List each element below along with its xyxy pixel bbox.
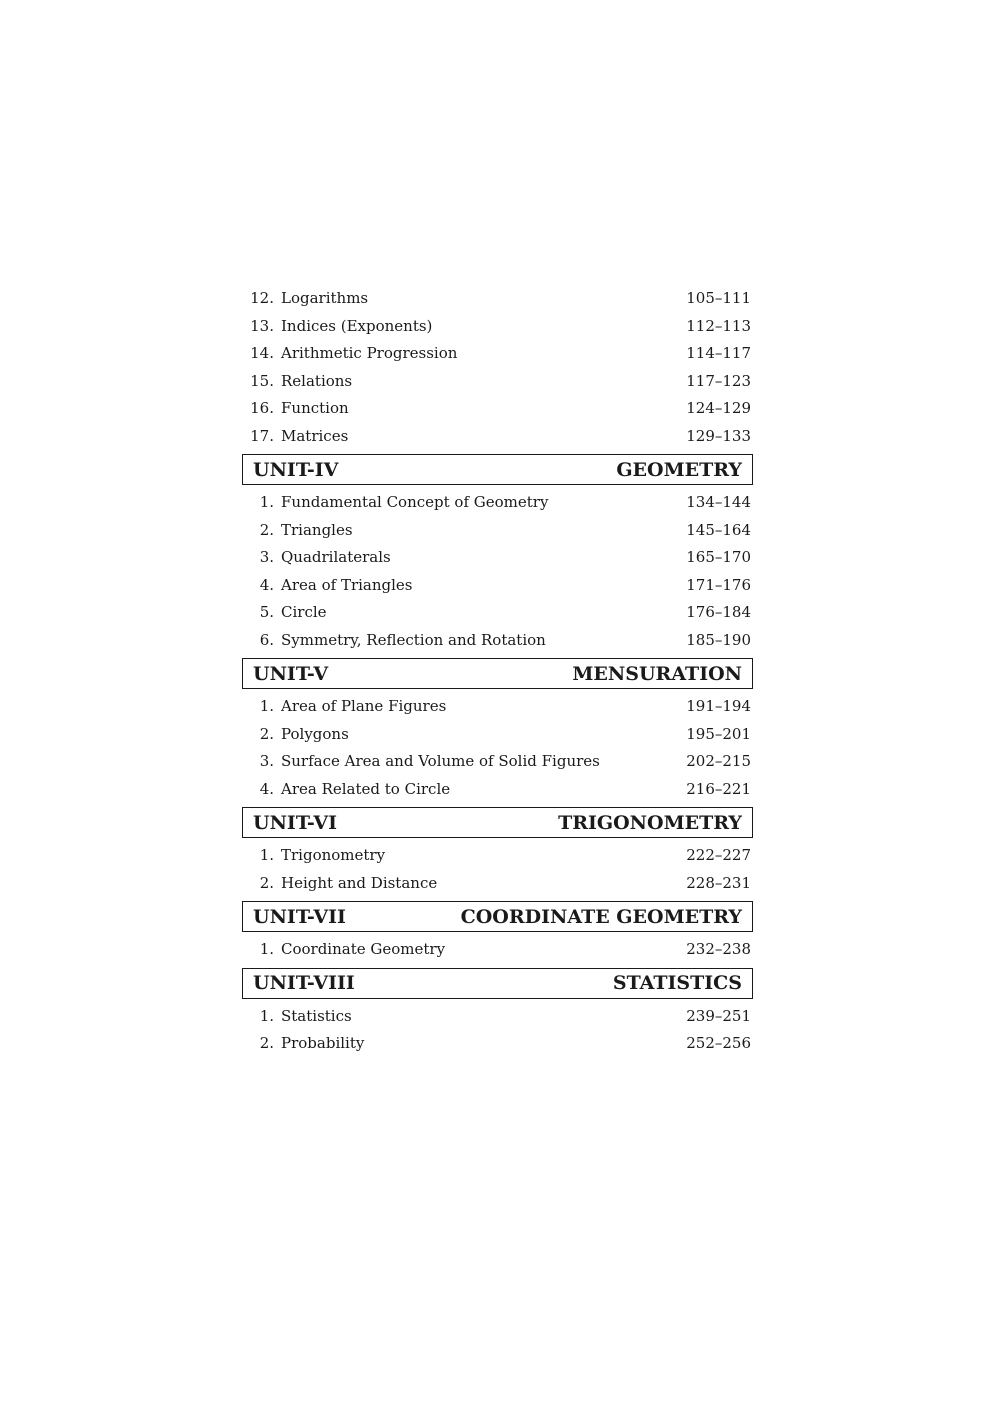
- unit-vii-section: [242, 936, 752, 964]
- unit-iv-section: [242, 489, 752, 654]
- entry-title: Probability: [281, 1034, 365, 1052]
- entry-title: Arithmetic Progression: [281, 344, 458, 362]
- entry-title: Triangles: [281, 520, 353, 539]
- toc-entry-function[interactable]: [242, 395, 752, 423]
- entry-title: Function: [281, 399, 349, 417]
- unit-header-viii[interactable]: [242, 968, 753, 999]
- entry-pages: 202–215: [686, 752, 751, 770]
- entry-title: Polygons: [281, 724, 349, 743]
- entry-pages: 114–117: [686, 344, 751, 362]
- unit-viii-section: [242, 1003, 752, 1058]
- toc-entry[interactable]: [242, 1003, 752, 1031]
- entry-number: 2.: [259, 1034, 274, 1052]
- unit-title: MENSURATION: [572, 662, 742, 685]
- toc-entry-arithmetic-progression[interactable]: [242, 340, 752, 368]
- unit-header-v[interactable]: [242, 658, 753, 689]
- unit-header-iv[interactable]: [242, 454, 753, 485]
- toc-entry[interactable]: [242, 693, 752, 721]
- entry-pages: 124–129: [686, 399, 751, 417]
- entry-number: 1.: [259, 493, 274, 511]
- entry-pages: 239–251: [686, 1006, 751, 1025]
- entry-number: 12.: [250, 289, 274, 307]
- entry-number: 14.: [250, 344, 274, 362]
- toc-entry[interactable]: [242, 721, 752, 749]
- entry-number: 15.: [250, 371, 274, 390]
- toc-entry[interactable]: [242, 517, 752, 545]
- unit-number: UNIT-VII: [253, 905, 346, 928]
- unit-title: COORDINATE GEOMETRY: [460, 905, 742, 928]
- toc-entry[interactable]: [242, 748, 752, 776]
- entry-pages: 171–176: [686, 575, 751, 594]
- entry-title: Statistics: [281, 1006, 352, 1025]
- entry-pages: 176–184: [686, 603, 751, 621]
- unit-vi-section: [242, 842, 752, 897]
- entry-title: Area of Triangles: [281, 575, 413, 594]
- toc-entry[interactable]: [242, 776, 752, 804]
- toc-entry[interactable]: [242, 544, 752, 572]
- unit-title: TRIGONOMETRY: [558, 811, 742, 834]
- toc-entry[interactable]: [242, 599, 752, 627]
- entry-title: Relations: [281, 371, 353, 390]
- toc-entry[interactable]: [242, 870, 752, 898]
- toc-entry[interactable]: [242, 936, 752, 964]
- entry-pages: 145–164: [686, 520, 751, 539]
- entry-title: Fundamental Concept of Geometry: [281, 493, 549, 511]
- entry-number: 17.: [250, 426, 274, 445]
- entry-number: 3.: [259, 548, 274, 566]
- entry-number: 16.: [250, 399, 274, 417]
- entry-title: Area of Plane Figures: [281, 697, 447, 715]
- entry-title: Height and Distance: [281, 873, 438, 892]
- entry-title: Trigonometry: [281, 846, 386, 864]
- table-of-contents: [242, 285, 752, 1058]
- entry-title: Area Related to Circle: [281, 779, 451, 798]
- entry-pages: 195–201: [686, 724, 751, 743]
- entry-pages: 228–231: [686, 873, 751, 892]
- toc-entry-logarithms[interactable]: [242, 285, 752, 313]
- entry-pages: 105–111: [686, 289, 751, 307]
- unit-header-vii[interactable]: [242, 901, 753, 932]
- entry-pages: 117–123: [686, 371, 751, 390]
- toc-entry[interactable]: [242, 842, 752, 870]
- toc-entry[interactable]: [242, 489, 752, 517]
- entry-pages: 222–227: [686, 846, 751, 864]
- entry-pages: 191–194: [686, 697, 751, 715]
- unit-header-vi[interactable]: [242, 807, 753, 838]
- entry-number: 1.: [259, 1006, 274, 1025]
- unit-v-section: [242, 693, 752, 803]
- entry-number: 2.: [259, 873, 274, 892]
- entry-number: 2.: [259, 724, 274, 743]
- entry-pages: 165–170: [686, 548, 751, 566]
- entry-title: Symmetry, Reflection and Rotation: [281, 630, 546, 649]
- unit-number: UNIT-VI: [253, 811, 337, 834]
- entry-pages: 216–221: [686, 779, 751, 798]
- unit-number: UNIT-IV: [253, 458, 339, 481]
- entry-pages: 112–113: [686, 316, 751, 335]
- toc-entry[interactable]: [242, 1030, 752, 1058]
- entry-title: Matrices: [281, 426, 349, 445]
- toc-entry[interactable]: [242, 572, 752, 600]
- entry-number: 5.: [259, 603, 274, 621]
- entry-pages: 134–144: [686, 493, 751, 511]
- entry-number: 4.: [259, 779, 274, 798]
- entry-pages: 185–190: [686, 630, 751, 649]
- entry-number: 1.: [259, 846, 274, 864]
- toc-entry-matrices[interactable]: [242, 423, 752, 451]
- prev-unit-section: [242, 285, 752, 450]
- entry-number: 2.: [259, 520, 274, 539]
- entry-title: Indices (Exponents): [281, 316, 433, 335]
- toc-entry-indices[interactable]: [242, 313, 752, 341]
- unit-number: UNIT-V: [253, 662, 329, 685]
- entry-number: 6.: [259, 630, 274, 649]
- entry-pages: 252–256: [686, 1034, 751, 1052]
- toc-entry-relations[interactable]: [242, 368, 752, 396]
- unit-title: GEOMETRY: [616, 458, 742, 481]
- entry-number: 1.: [259, 940, 274, 958]
- unit-number: UNIT-VIII: [253, 972, 355, 994]
- entry-number: 13.: [250, 316, 274, 335]
- entry-number: 3.: [259, 752, 274, 770]
- entry-title: Circle: [281, 603, 327, 621]
- entry-pages: 129–133: [686, 426, 751, 445]
- entry-title: Coordinate Geometry: [281, 940, 446, 958]
- entry-number: 1.: [259, 697, 274, 715]
- entry-pages: 232–238: [686, 940, 751, 958]
- unit-title: STATISTICS: [612, 972, 742, 994]
- entry-title: Quadrilaterals: [281, 548, 391, 566]
- entry-title: Surface Area and Volume of Solid Figures: [281, 752, 600, 770]
- entry-title: Logarithms: [281, 289, 369, 307]
- entry-number: 4.: [259, 575, 274, 594]
- toc-entry[interactable]: [242, 627, 752, 655]
